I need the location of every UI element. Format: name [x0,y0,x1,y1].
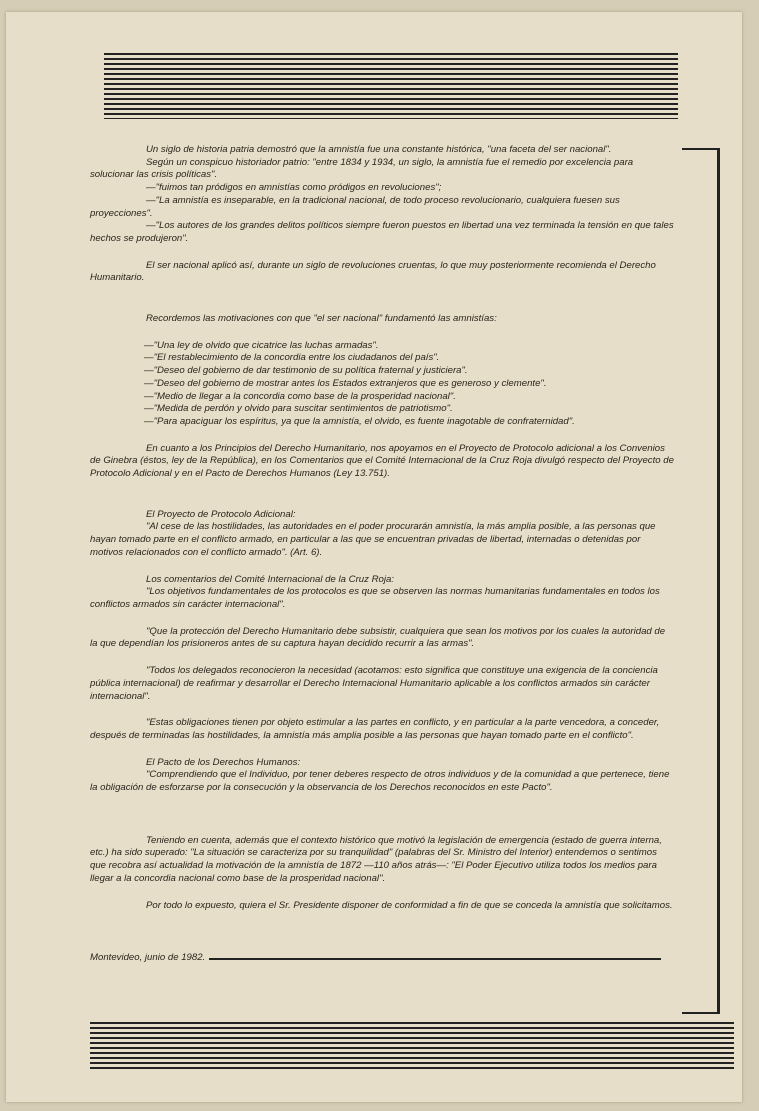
paragraph: Un siglo de historia patria demostró que la amnistía fue una constante histórica, "una faceta del ser nacional". [146,144,612,155]
paragraph: —"Los autores de los grandes delitos políticos siempre fueron puestos en libertad una vez terminada la tensión en que tales hechos se produjeron". [90,220,674,244]
text-frame-border [682,148,720,1014]
paragraph: El Pacto de los Derechos Humanos: [146,756,301,768]
paragraph: —"Medio de llegar a la concordia como base de la prosperidad nacional". [144,390,456,402]
paragraph: Según un conspicuo historiador patrio: "entre 1834 y 1934, un siglo, la amnistía fue el remedio por excelencia para solucionar las crisis políticas". [90,156,634,181]
paragraph: —"La amnistía es inseparable, en la tradicional nacional, de todo proceso revolucionario, cualquiera fuesen sus proyecciones". [90,194,620,219]
document-body [90,144,674,965]
signature-line [209,958,661,960]
place-date-line [90,952,674,965]
paragraph: "Los objetivos fundamentales de los protocolos es que se observen las normas humanitarias fundamentales en todos los conflictos armados sin carácter internacional". [90,586,660,610]
paragraph: —"Para apaciguar los espíritus, ya que la amnistía, el olvido, es fuente inagotable de confraternidad". [144,415,575,427]
paragraph: "Estas obligaciones tienen por objeto estimular a las partes en conflicto, y en particular a la parte vencedora, a conceder, después de terminadas las hostilidades, la amnistía más amplia posible a las personas que hayan tomado parte en el conflicto". [90,717,660,741]
paragraph: El ser nacional aplicó así, durante un siglo de revoluciones cruentas, lo que muy posteriormente recomienda el Derecho Humanitario. [90,259,656,284]
paragraph: —"Medida de perdón y olvido para suscitar sentimientos de patriotismo". [144,403,453,415]
paragraph: "Todos los delegados reconocieron la necesidad (acotamos: esto significa que constituye una exigencia de la conciencia pública internacional) de reafirmar y desarrollar el Derecho Internacional Humanitario aplicable a los conflictos armados sin carácter internacional". [90,665,658,702]
paragraph: El Proyecto de Protocolo Adicional: [146,508,296,520]
footer-stripes [90,1022,734,1070]
paragraph: Teniendo en cuenta, además que el contexto histórico que motivó la legislación de emergencia (estado de guerra interna, etc.) ha sido superado: "La situación se caracteriza por su tranquilidad" (palabras del Sr. Ministro del Interior) entendemos o sentimos que recobra así actualidad la motivación de la amnistía de 1872 —110 años atrás—: "El Poder Ejecutivo utiliza todos los medios para llegar a la concordia nacional como base de la prosperidad nacional". [90,834,662,884]
place-date: Montevideo, junio de 1982. [90,952,206,964]
paragraph: "Comprendiendo que el Individuo, por tener deberes respecto de otros individuos y de la comunidad a que pertenece, tiene la obligación de esforzarse por la consecución y la observancia de los Derechos reconocidos en este Pacto". [90,769,670,794]
paragraph: —"Una ley de olvido que cicatrice las luchas armadas". [144,339,379,351]
paragraph: Por todo lo expuesto, quiera el Sr. Presidente disponer de conformidad a fin de que se conceda la amnistía que solicitamos. [146,899,673,911]
paragraph: "Al cese de las hostilidades, las autoridades en el poder procurarán amnistía, la más amplia posible, a las personas que hayan tomado parte en el conflicto armado, en particular a las que se encuentran privadas de libertad, internadas o detenidas por motivos relacionados con el conflicto armado". (Art. 6). [90,521,656,558]
paragraph: —"Deseo del gobierno de dar testimonio de su política fraternal y justiciera". [144,365,468,377]
paragraph: —"El restablecimiento de la concordia entre los ciudadanos del país". [144,352,440,364]
paragraph-list [90,144,674,912]
paragraph: —"Deseo del gobierno de mostrar antes los Estados extranjeros que es generoso y clemente". [144,377,547,389]
paragraph: "Que la protección del Derecho Humanitario debe subsistir, cualquiera que sean los motivos por los cuales la autoridad de la que dependían los prisioneros antes de su captura hayan decidido recurrir a las armas". [90,625,666,650]
paragraph: —"fuimos tan pródigos en amnistías como pródigos en revoluciones"; [146,182,442,194]
paragraph: Los comentarios del Comité Internacional de la Cruz Roja: [146,573,394,585]
paragraph: Recordemos las motivaciones con que "el ser nacional" fundamentó las amnistías: [146,313,497,325]
paragraph: En cuanto a los Principios del Derecho Humanitario, nos apoyamos en el Proyecto de Protocolo adicional a los Convenios de Ginebra (éstos, ley de la República), en los Comentarios que el Comité Internacional de la Cruz Roja divulgó respecto del Proyecto de Protocolo Adicional y en el Pacto de Derechos Humanos (Ley 13.751). [90,442,674,480]
header-stripes [104,53,678,119]
